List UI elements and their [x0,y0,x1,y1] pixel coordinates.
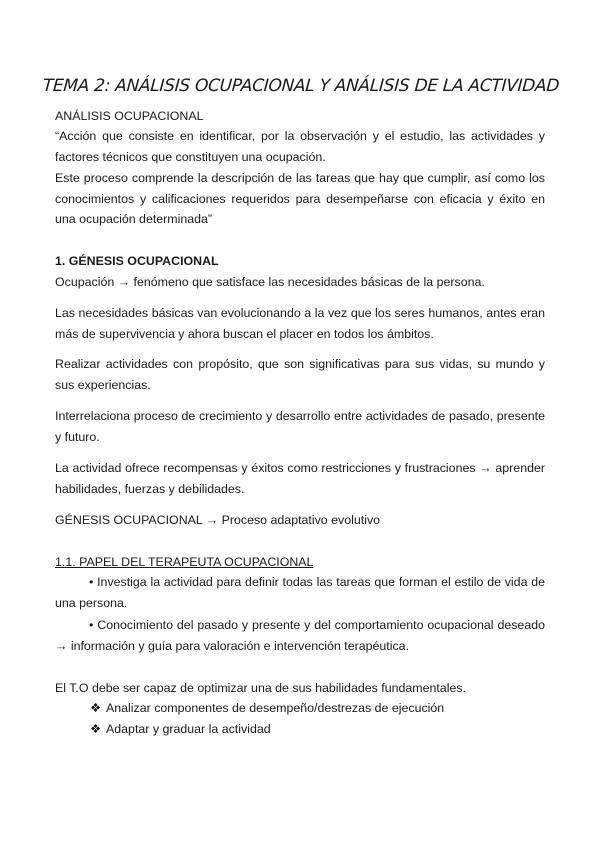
skill-item-1 [90,698,444,719]
bullet-text: Conocimiento del pasado y presente y del comportamiento ocupacional deseado → información y guía para valoración e intervención terapéutica. [55,618,545,653]
bullet-text: Investiga la actividad para definir todas las tareas que forman el estilo de vida de una persona. [55,575,545,610]
section-heading-papel: 1.1. PAPEL DEL TERAPEUTA OCUPACIONAL [55,555,314,569]
skill-text: Adaptar y graduar la actividad [106,722,271,736]
skill-text: Analizar componentes de desempeño/destrezas de ejecución [106,701,445,715]
quote-paragraph-1: “Acción que consiste en identificar, por la observación y el estudio, las actividades y factores técnicos que constituyen una ocupación. [55,129,545,164]
bullet-marker: • [89,575,94,589]
diamond-bullet-icon: ❖ [90,722,102,736]
section-heading-analisis: ANÁLISIS OCUPACIONAL [55,109,204,123]
paragraph-ocupacion: Ocupación → fenómeno que satisface las necesidades básicas de la persona. [55,275,485,289]
page-title: TEMA 2: ANÁLISIS OCUPACIONAL Y ANÁLISIS DE LA ACTIVIDAD [42,76,560,96]
paragraph-to-intro: El T.O debe ser capaz de optimizar una de sus habilidades fundamentales. [55,681,466,695]
paragraph-genesis-summary: GÉNESIS OCUPACIONAL → Proceso adaptativo evolutivo [55,513,381,527]
bullet-marker: • [89,618,94,632]
diamond-bullet-icon: ❖ [90,701,102,715]
section-heading-genesis: 1. GÉNESIS OCUPACIONAL [55,254,219,268]
skill-item-2 [90,719,271,740]
paragraph-necesidades: Las necesidades básicas van evolucionando a la vez que los seres humanos, antes eran más de supervivencia y ahora buscan el placer en todos los ámbitos. [55,306,545,341]
bullet-item-2 [55,615,545,656]
paragraph-recompensas: La actividad ofrece recompensas y éxitos como restricciones y frustraciones → aprender habilidades, fuerzas y debilidades. [55,461,545,496]
paragraph-interrelaciona: Interrelaciona proceso de crecimiento y desarrollo entre actividades de pasado, presente y futuro. [55,409,545,444]
bullet-item-1 [55,572,545,613]
quote-paragraph-2: Este proceso comprende la descripción de las tareas que hay que cumplir, así como los conocimientos y calificaciones requeridos para desempeñarse con eficacia y éxito en una ocupación determinada” [55,171,545,226]
paragraph-actividades: Realizar actividades con propósito, que son significativas para sus vidas, su mundo y sus experiencias. [55,357,545,392]
